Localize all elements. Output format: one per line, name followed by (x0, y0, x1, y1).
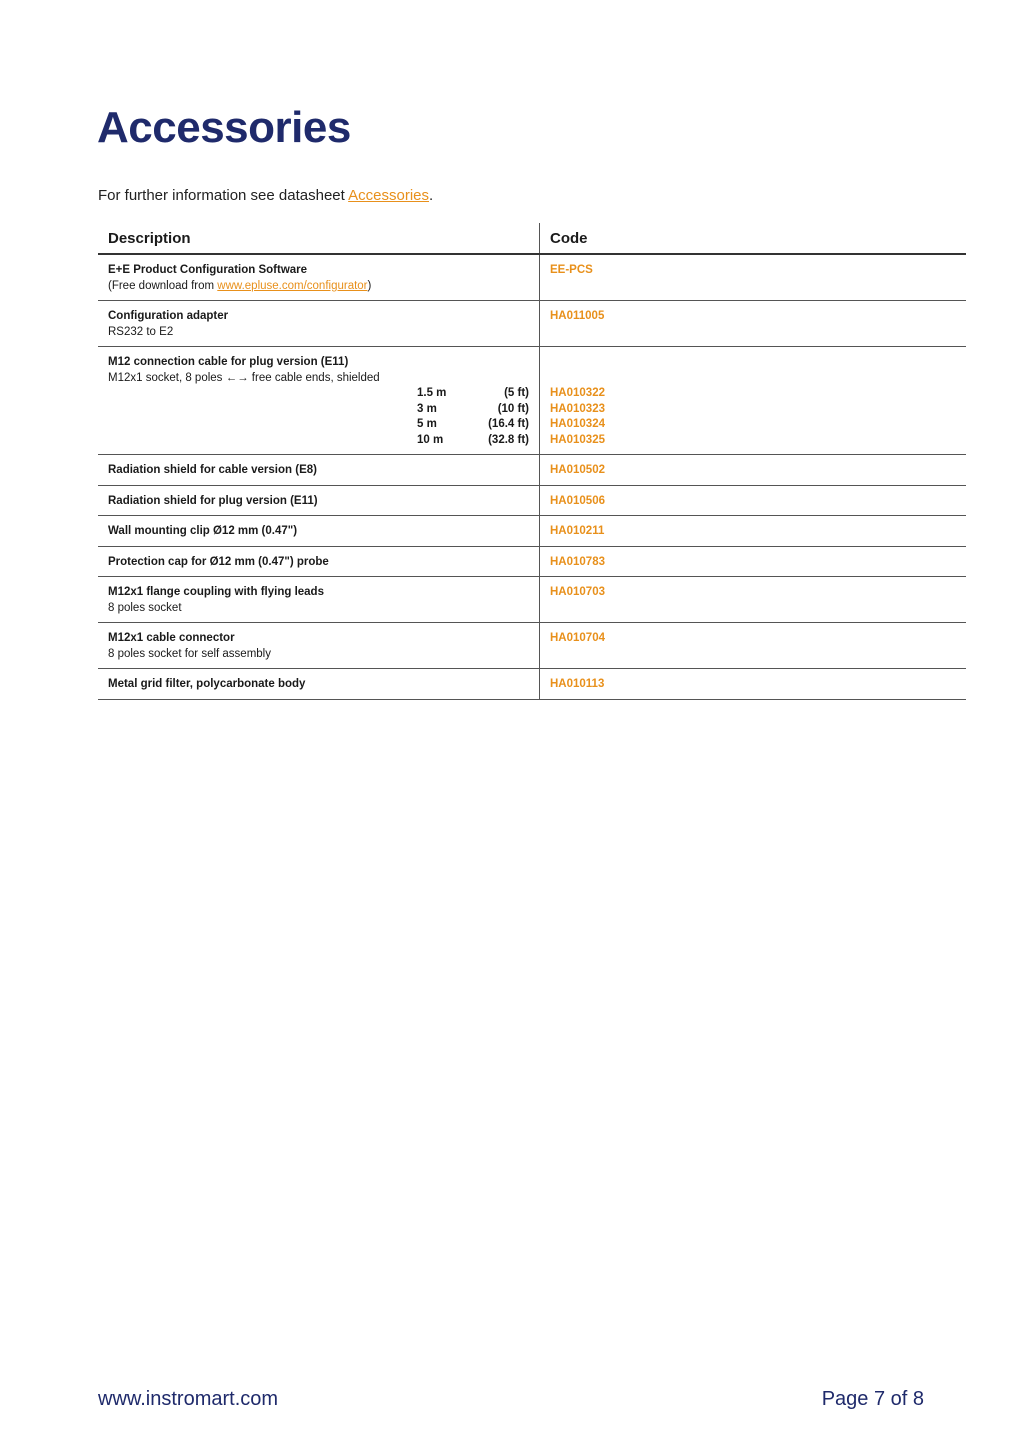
row-description (98, 301, 540, 347)
cable-length-ft: (16.4 ft) (488, 418, 529, 430)
row-code-cell (540, 254, 967, 301)
row-description (98, 347, 540, 455)
row-title: Radiation shield for cable version (E8) (108, 464, 317, 476)
table-row (98, 485, 966, 516)
row-code: HA010783 (550, 555, 605, 568)
row-title: Wall mounting clip Ø12 mm (0.47") (108, 525, 298, 537)
cable-length: 3 m (417, 402, 437, 415)
page-title: Accessories (97, 103, 351, 152)
row-description (98, 577, 540, 623)
table-row (98, 577, 966, 623)
row-title: Radiation shield for plug version (E11) (108, 494, 318, 507)
row-code: HA010322 (550, 387, 605, 399)
table-row (98, 254, 966, 301)
header-code: Code (540, 223, 967, 254)
accessories-table (98, 223, 966, 700)
row-title: Protection cap for Ø12 mm (0.47") probe (108, 555, 329, 568)
row-code: HA010324 (550, 418, 605, 430)
row-code: HA010211 (550, 525, 605, 537)
row-description (98, 254, 540, 301)
row-code: HA010325 (550, 433, 605, 446)
row-description (98, 516, 540, 547)
row-title: Configuration adapter (108, 310, 229, 322)
footer-page-number: Page 7 of 8 (821, 1388, 924, 1410)
cable-length-ft: (5 ft) (504, 387, 529, 399)
cable-length-row (108, 402, 529, 418)
row-subtitle: 8 poles socket (108, 601, 182, 614)
row-code-cell (540, 301, 967, 347)
table-row (98, 623, 966, 669)
row-description (98, 485, 540, 516)
row-code: HA010703 (550, 586, 605, 598)
cable-length-ft: (10 ft) (497, 402, 529, 415)
row-code-cell (540, 623, 967, 669)
row-title: M12x1 cable connector (108, 632, 235, 644)
row-description (98, 455, 540, 486)
header-description: Description (98, 223, 540, 254)
row-title: M12x1 flange coupling with flying leads (108, 586, 324, 598)
row-code: HA010502 (550, 464, 605, 476)
table-header-row (98, 223, 966, 254)
row-sub-prefix: (Free download from (108, 279, 218, 292)
row-title: E+E Product Configuration Software (108, 264, 308, 276)
table-row (98, 516, 966, 547)
row-code: HA010704 (550, 632, 605, 644)
cable-length: 10 m (417, 433, 444, 446)
row-code: HA011005 (550, 310, 605, 322)
row-subtitle: M12x1 socket, 8 poles ←→ free cable ends, shielded (108, 371, 380, 384)
intro-text (98, 187, 433, 204)
configurator-link[interactable]: www.epluse.com/configurator (217, 279, 368, 292)
cable-length: 5 m (417, 418, 437, 430)
row-sub-suffix: ) (367, 279, 372, 292)
accessories-datasheet-link[interactable]: Accessories (348, 187, 429, 204)
row-code-cell (540, 577, 967, 623)
row-code-cell (540, 347, 967, 455)
cable-length-row (108, 386, 529, 402)
table-row (98, 301, 966, 347)
row-code-cell (540, 669, 967, 700)
row-code: HA010113 (550, 678, 605, 690)
intro-suffix: . (429, 187, 434, 204)
code-spacer (550, 355, 956, 386)
row-title: M12 connection cable for plug version (E11) (108, 356, 349, 368)
cable-length-row (108, 433, 529, 449)
row-code-cell (540, 516, 967, 547)
row-subtitle: RS232 to E2 (108, 325, 174, 338)
table-row (98, 455, 966, 486)
row-subtitle (108, 279, 529, 295)
row-code-cell (540, 546, 967, 577)
cable-length: 1.5 m (417, 387, 447, 399)
row-description (98, 623, 540, 669)
row-title: Metal grid filter, polycarbonate body (108, 678, 306, 690)
row-description (98, 669, 540, 700)
row-code: EE-PCS (550, 264, 593, 276)
row-description (98, 546, 540, 577)
table-row (98, 347, 966, 455)
table-row (98, 669, 966, 700)
row-code-cell (540, 485, 967, 516)
row-subtitle: 8 poles socket for self assembly (108, 647, 271, 660)
intro-prefix: For further information see datasheet (98, 187, 349, 204)
row-code: HA010506 (550, 494, 605, 507)
cable-length-ft: (32.8 ft) (488, 433, 529, 446)
footer-url[interactable]: www.instromart.com (98, 1388, 279, 1410)
row-code-cell (540, 455, 967, 486)
table-row (98, 546, 966, 577)
row-code: HA010323 (550, 402, 605, 415)
cable-length-row (108, 417, 529, 433)
